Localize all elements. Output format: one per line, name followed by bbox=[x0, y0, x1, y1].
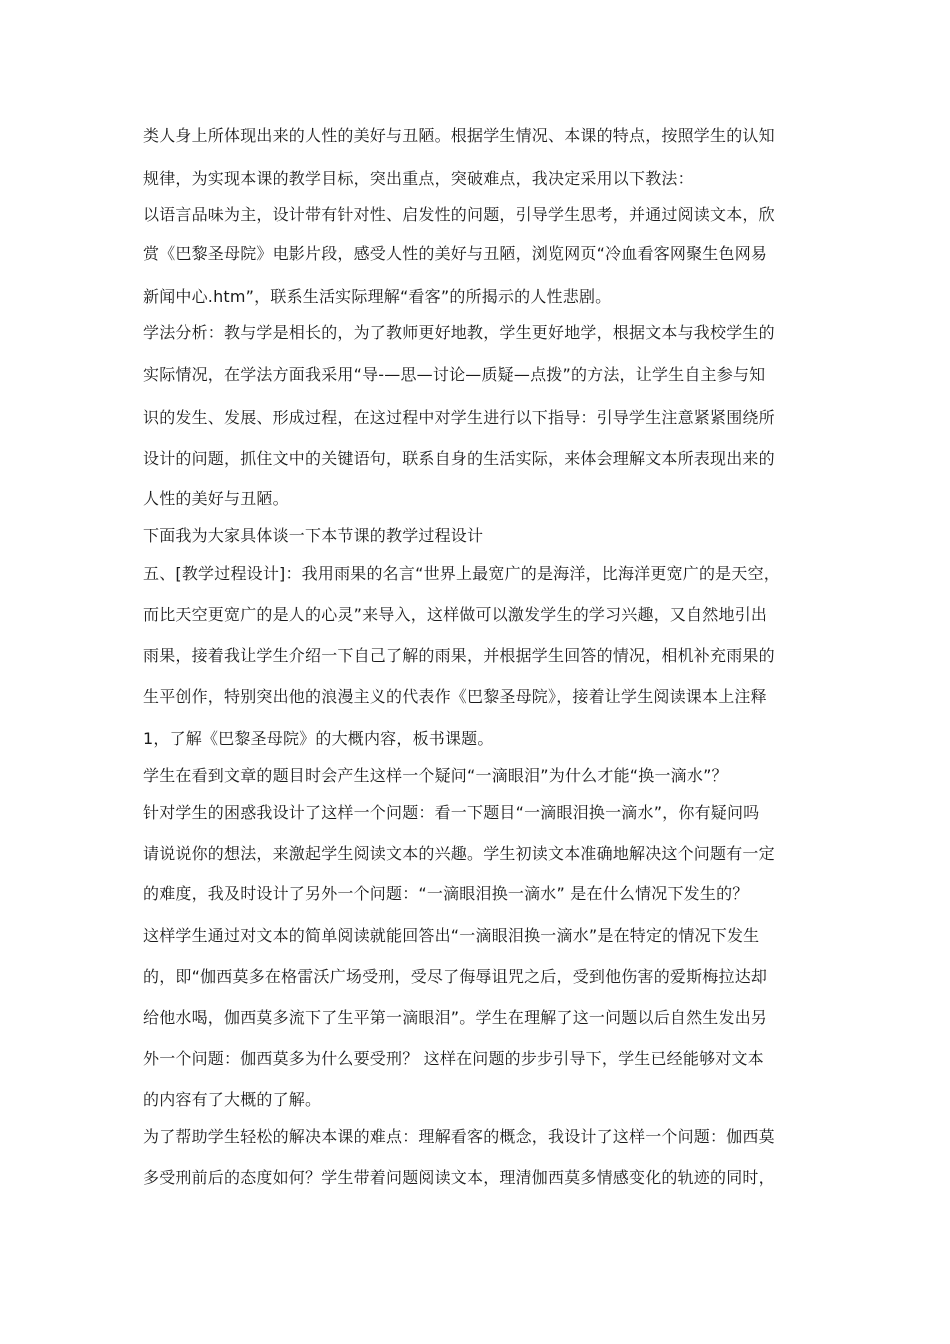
text-line: 识的发生、发展、形成过程，在这过程中对学生进行以下指导：引导学生注意紧紧围绕所 bbox=[143, 408, 775, 427]
text-line: 为了帮助学生轻松的解决本课的难点：理解看客的概念，我设计了这样一个问题：伽西莫 bbox=[143, 1127, 775, 1146]
text-line: 1，了解《巴黎圣母院》的大概内容，板书课题。 bbox=[143, 729, 494, 748]
text-line: 的内容有了大概的了解。 bbox=[143, 1090, 322, 1109]
text-line: 的难度，我及时设计了另外一个问题：“一滴眼泪换一滴水” 是在什么情况下发生的？ bbox=[143, 884, 749, 903]
text-line: 这样学生通过对文本的简单阅读就能回答出“一滴眼泪换一滴水”是在特定的情况下发生 bbox=[143, 926, 760, 945]
text-line: 学法分析：教与学是相长的，为了教师更好地教，学生更好地学，根据文本与我校学生的 bbox=[143, 323, 775, 342]
text-line: 设计的问题，抓住文中的关键语句，联系自身的生活实际，来体会理解文本所表现出来的 bbox=[143, 449, 775, 468]
text-line: 请说说你的想法，来激起学生阅读文本的兴趣。学生初读文本准确地解决这个问题有一定 bbox=[143, 844, 775, 863]
text-line: 五、[教学过程设计]：我用雨果的名言“世界上最宽广的是海洋，比海洋更宽广的是天空， bbox=[143, 564, 780, 583]
text-line: 新闻中心.htm”，联系生活实际理解“看客”的所揭示的人性悲剧。 bbox=[143, 287, 612, 306]
text-line: 针对学生的困惑我设计了这样一个问题：看一下题目“一滴眼泪换一滴水”，你有疑问吗 bbox=[143, 803, 760, 822]
text-line: 雨果，接着我让学生介绍一下自己了解的雨果，并根据学生回答的情况，相机补充雨果的 bbox=[143, 646, 775, 665]
text-line: 以语言品味为主，设计带有针对性、启发性的问题，引导学生思考，并通过阅读文本，欣 bbox=[143, 205, 775, 224]
text-line: 多受刑前后的态度如何？学生带着问题阅读文本，理清伽西莫多情感变化的轨迹的同时， bbox=[143, 1168, 775, 1187]
text-line: 人性的美好与丑陋。 bbox=[143, 489, 289, 508]
text-line: 下面我为大家具体谈一下本节课的教学过程设计 bbox=[143, 526, 484, 545]
text-line: 类人身上所体现出来的人性的美好与丑陋。根据学生情况、本课的特点，按照学生的认知 bbox=[143, 126, 775, 145]
text-line: 给他水喝，伽西莫多流下了生平第一滴眼泪”。学生在理解了这一问题以后自然生发出另 bbox=[143, 1008, 768, 1027]
text-line: 实际情况，在学法方面我采用“导-—思—讨论—质疑—点拨”的方法，让学生自主参与知 bbox=[143, 365, 766, 384]
text-line: 外一个问题：伽西莫多为什么要受刑？ 这样在问题的步步引导下，学生已经能够对文本 bbox=[143, 1049, 764, 1068]
text-line: 而比天空更宽广的是人的心灵”来导入，这样做可以激发学生的学习兴趣，又自然地引出 bbox=[143, 605, 768, 624]
text-line: 赏《巴黎圣母院》电影片段，感受人性的美好与丑陋，浏览网页“冷血看客网聚生色网易 bbox=[143, 244, 768, 263]
text-line: 规律，为实现本课的教学目标，突出重点，突破难点，我决定采用以下教法： bbox=[143, 169, 694, 188]
text-line: 生平创作，特别突出他的浪漫主义的代表作《巴黎圣母院》，接着让学生阅读课本上注释 bbox=[143, 687, 767, 706]
text-line: 学生在看到文章的题目时会产生这样一个疑问“一滴眼泪”为什么才能“换一滴水”？ bbox=[143, 766, 728, 785]
text-line: 的，即“伽西莫多在格雷沃广场受刑，受尽了侮辱诅咒之后，受到他伤害的爱斯梅拉达却 bbox=[143, 967, 768, 986]
